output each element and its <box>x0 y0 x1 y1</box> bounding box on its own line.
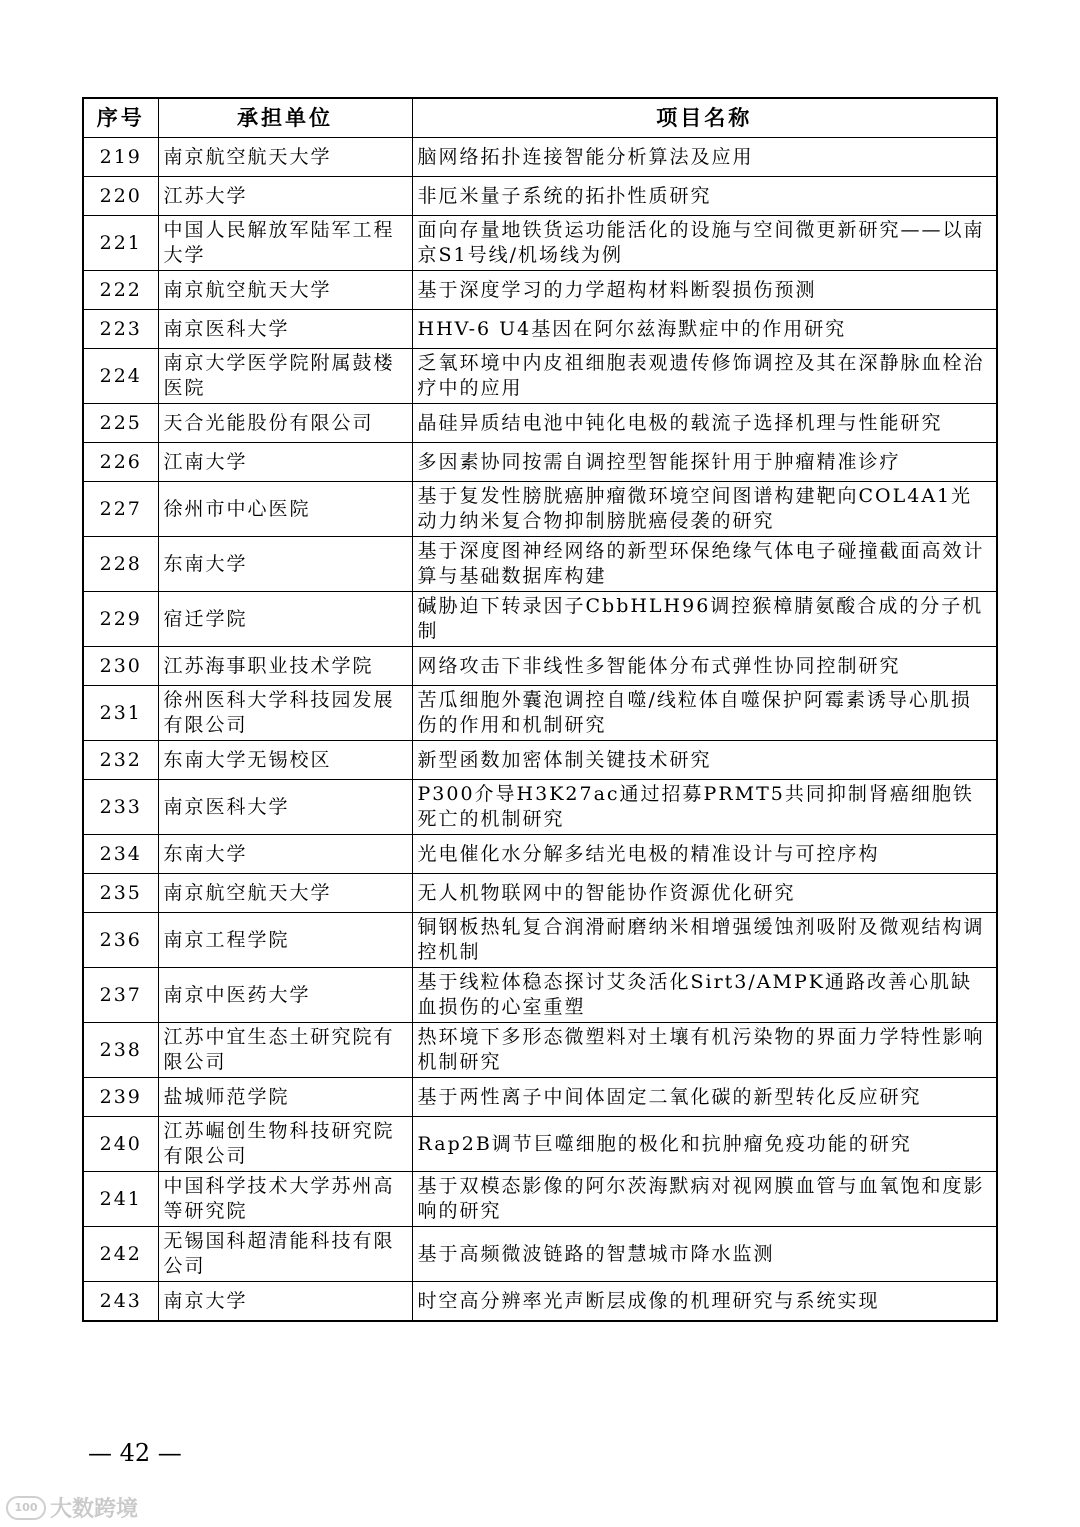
row-unit: 南京航空航天大学 <box>158 271 412 310</box>
row-no: 223 <box>83 310 158 349</box>
table-row <box>83 1282 997 1322</box>
row-unit: 盐城师范学院 <box>158 1078 412 1117</box>
row-no: 232 <box>83 741 158 780</box>
row-no: 225 <box>83 404 158 443</box>
header-no: 序号 <box>83 98 158 138</box>
row-no: 239 <box>83 1078 158 1117</box>
table-row <box>83 913 997 968</box>
table-row <box>83 482 997 537</box>
row-name: 乏氧环境中内皮祖细胞表观遗传修饰调控及其在深静脉血栓治疗中的应用 <box>412 349 997 404</box>
row-name: 时空高分辨率光声断层成像的机理研究与系统实现 <box>412 1282 997 1322</box>
row-unit: 徐州医科大学科技园发展有限公司 <box>158 686 412 741</box>
table-row <box>83 271 997 310</box>
row-name: 面向存量地铁货运功能活化的设施与空间微更新研究——以南京S1号线/机场线为例 <box>412 216 997 271</box>
row-no: 227 <box>83 482 158 537</box>
row-name: 热环境下多形态微塑料对土壤有机污染物的界面力学特性影响机制研究 <box>412 1023 997 1078</box>
row-no: 238 <box>83 1023 158 1078</box>
row-no: 235 <box>83 874 158 913</box>
row-unit: 天合光能股份有限公司 <box>158 404 412 443</box>
row-no: 221 <box>83 216 158 271</box>
row-unit: 东南大学 <box>158 537 412 592</box>
row-name: 新型函数加密体制关键技术研究 <box>412 741 997 780</box>
row-name: 光电催化水分解多结光电极的精准设计与可控序构 <box>412 835 997 874</box>
table-row <box>83 349 997 404</box>
header-name: 项目名称 <box>412 98 997 138</box>
row-no: 243 <box>83 1282 158 1322</box>
row-name: 脑网络拓扑连接智能分析算法及应用 <box>412 138 997 177</box>
row-name: 非厄米量子系统的拓扑性质研究 <box>412 177 997 216</box>
table-row <box>83 780 997 835</box>
row-unit: 中国人民解放军陆军工程大学 <box>158 216 412 271</box>
table-row <box>83 968 997 1023</box>
row-no: 233 <box>83 780 158 835</box>
row-unit: 南京航空航天大学 <box>158 874 412 913</box>
table-row <box>83 1227 997 1282</box>
row-name: 基于复发性膀胱癌肿瘤微环境空间图谱构建靶向COL4A1光动力纳米复合物抑制膀胱癌侵袭的研究 <box>412 482 997 537</box>
table-row <box>83 874 997 913</box>
row-no: 222 <box>83 271 158 310</box>
row-name: Rap2B调节巨噬细胞的极化和抗肿瘤免疫功能的研究 <box>412 1117 997 1172</box>
page-number: — 42 — <box>88 1439 182 1467</box>
projects-table <box>82 97 998 1322</box>
table-row <box>83 310 997 349</box>
row-no: 240 <box>83 1117 158 1172</box>
table-row <box>83 404 997 443</box>
row-name: 无人机物联网中的智能协作资源优化研究 <box>412 874 997 913</box>
row-no: 230 <box>83 647 158 686</box>
row-unit: 徐州市中心医院 <box>158 482 412 537</box>
row-name: 苦瓜细胞外囊泡调控自噬/线粒体自噬保护阿霉素诱导心肌损伤的作用和机制研究 <box>412 686 997 741</box>
row-unit: 宿迁学院 <box>158 592 412 647</box>
row-name: 基于深度图神经网络的新型环保绝缘气体电子碰撞截面高效计算与基础数据库构建 <box>412 537 997 592</box>
row-name: 基于线粒体稳态探讨艾灸活化Sirt3/AMPK通路改善心肌缺血损伤的心室重塑 <box>412 968 997 1023</box>
table-row <box>83 647 997 686</box>
row-unit: 东南大学 <box>158 835 412 874</box>
row-unit: 南京医科大学 <box>158 780 412 835</box>
row-name: 碱胁迫下转录因子CbbHLH96调控猴樟腈氨酸合成的分子机制 <box>412 592 997 647</box>
row-name: 晶硅异质结电池中钝化电极的载流子选择机理与性能研究 <box>412 404 997 443</box>
table-row <box>83 1117 997 1172</box>
row-unit: 东南大学无锡校区 <box>158 741 412 780</box>
watermark <box>6 1492 138 1523</box>
header-unit: 承担单位 <box>158 98 412 138</box>
row-unit: 南京大学 <box>158 1282 412 1322</box>
table-row <box>83 1172 997 1227</box>
row-no: 237 <box>83 968 158 1023</box>
row-unit: 江苏大学 <box>158 177 412 216</box>
table-row <box>83 177 997 216</box>
table-row <box>83 1078 997 1117</box>
row-unit: 江苏崛创生物科技研究院有限公司 <box>158 1117 412 1172</box>
row-unit: 南京大学医学院附属鼓楼医院 <box>158 349 412 404</box>
row-no: 220 <box>83 177 158 216</box>
row-unit: 南京工程学院 <box>158 913 412 968</box>
row-unit: 南京医科大学 <box>158 310 412 349</box>
row-no: 236 <box>83 913 158 968</box>
table-row <box>83 443 997 482</box>
row-name: 多因素协同按需自调控型智能探针用于肿瘤精准诊疗 <box>412 443 997 482</box>
row-no: 226 <box>83 443 158 482</box>
row-name: 铜钢板热轧复合润滑耐磨纳米相增强缓蚀剂吸附及微观结构调控机制 <box>412 913 997 968</box>
row-name: 网络攻击下非线性多智能体分布式弹性协同控制研究 <box>412 647 997 686</box>
row-unit: 无锡国科超清能科技有限公司 <box>158 1227 412 1282</box>
table-row <box>83 138 997 177</box>
table-row <box>83 592 997 647</box>
row-no: 229 <box>83 592 158 647</box>
row-unit: 南京中医药大学 <box>158 968 412 1023</box>
row-no: 219 <box>83 138 158 177</box>
row-unit: 江苏中宜生态土研究院有限公司 <box>158 1023 412 1078</box>
row-name: 基于双模态影像的阿尔茨海默病对视网膜血管与血氧饱和度影响的研究 <box>412 1172 997 1227</box>
row-name: P300介导H3K27ac通过招募PRMT5共同抑制肾癌细胞铁死亡的机制研究 <box>412 780 997 835</box>
watermark-logo-icon: 100 <box>6 1496 46 1520</box>
table-row <box>83 835 997 874</box>
table-row <box>83 741 997 780</box>
row-name: 基于两性离子中间体固定二氧化碳的新型转化反应研究 <box>412 1078 997 1117</box>
row-name: 基于深度学习的力学超构材料断裂损伤预测 <box>412 271 997 310</box>
row-unit: 中国科学技术大学苏州高等研究院 <box>158 1172 412 1227</box>
row-unit: 江南大学 <box>158 443 412 482</box>
table-row <box>83 216 997 271</box>
table-row <box>83 1023 997 1078</box>
row-no: 241 <box>83 1172 158 1227</box>
row-no: 228 <box>83 537 158 592</box>
row-unit: 江苏海事职业技术学院 <box>158 647 412 686</box>
row-no: 234 <box>83 835 158 874</box>
row-no: 224 <box>83 349 158 404</box>
table-row <box>83 537 997 592</box>
table-header-row <box>83 98 997 138</box>
row-unit: 南京航空航天大学 <box>158 138 412 177</box>
table-row <box>83 686 997 741</box>
row-name: 基于高频微波链路的智慧城市降水监测 <box>412 1227 997 1282</box>
row-name: HHV-6 U4基因在阿尔兹海默症中的作用研究 <box>412 310 997 349</box>
row-no: 231 <box>83 686 158 741</box>
row-no: 242 <box>83 1227 158 1282</box>
watermark-text: 大数跨境 <box>50 1497 139 1522</box>
